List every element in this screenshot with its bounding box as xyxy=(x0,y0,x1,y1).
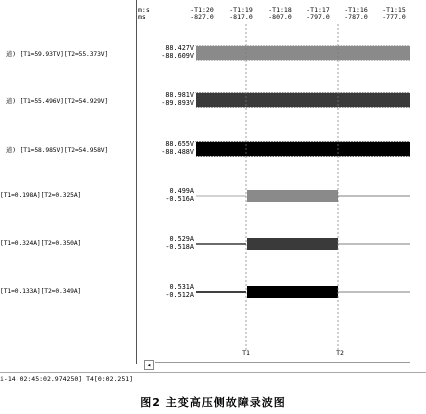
channel-scale: 88.655V -88.488V xyxy=(161,140,194,156)
channel-waveform xyxy=(196,286,410,298)
channel-waveform xyxy=(196,190,410,202)
channel-label: [T1=0.324A][T2=0.350A] xyxy=(0,240,82,247)
horizontal-scrollbar-track[interactable] xyxy=(155,362,410,369)
cursor-t2-label: T2 xyxy=(336,349,344,357)
channel-waveform xyxy=(196,141,410,157)
channel-scale: 88.427V -88.609V xyxy=(161,44,194,60)
time-tick-label: -T1:18 -807.0 xyxy=(268,6,292,21)
cursor-t1-label: T1 xyxy=(242,349,250,357)
status-text: i-14 02:45:02.974250] T4[0:02.251] xyxy=(0,375,134,383)
channel-label: [T1=0.198A][T2=0.325A] xyxy=(0,192,82,199)
channel-waveform xyxy=(196,92,410,108)
current-fault-band xyxy=(247,238,338,250)
time-unit-label: m:s ms xyxy=(138,6,150,21)
channel-waveform xyxy=(196,238,410,250)
channel-label: [T1=0.133A][T2=0.349A] xyxy=(0,288,82,295)
status-divider xyxy=(0,372,426,373)
current-fault-band xyxy=(247,190,338,202)
channel-scale: 0.499A -0.516A xyxy=(165,187,194,203)
channel-label: 道) [T1=55.496V][T2=54.929V] xyxy=(6,98,109,105)
voltage-waveform-band xyxy=(196,142,410,156)
figure-caption: 图2 主变高压侧故障录波图 xyxy=(140,396,286,409)
current-fault-band xyxy=(247,286,338,298)
channel-scale: 88.981V -89.893V xyxy=(161,91,194,107)
voltage-waveform-band xyxy=(196,93,410,107)
time-tick-label: -T1:16 -787.0 xyxy=(344,6,368,21)
channel-waveform xyxy=(196,45,410,61)
channel-label: 道) [T1=58.985V][T2=54.958V] xyxy=(6,147,109,154)
voltage-waveform-band xyxy=(196,46,410,60)
time-tick-label: -T1:15 -777.0 xyxy=(382,6,406,21)
channel-label: 道) [T1=59.93TV][T2=55.373V] xyxy=(6,51,109,58)
time-tick-label: -T1:19 -817.0 xyxy=(229,6,253,21)
scroll-left-button[interactable]: ◂ xyxy=(144,360,154,370)
channel-scale: 0.531A -0.512A xyxy=(165,283,194,299)
channel-scale: 0.529A -0.518A xyxy=(165,235,194,251)
time-tick-label: -T1:17 -797.0 xyxy=(306,6,330,21)
time-tick-label: -T1:20 -827.0 xyxy=(190,6,214,21)
